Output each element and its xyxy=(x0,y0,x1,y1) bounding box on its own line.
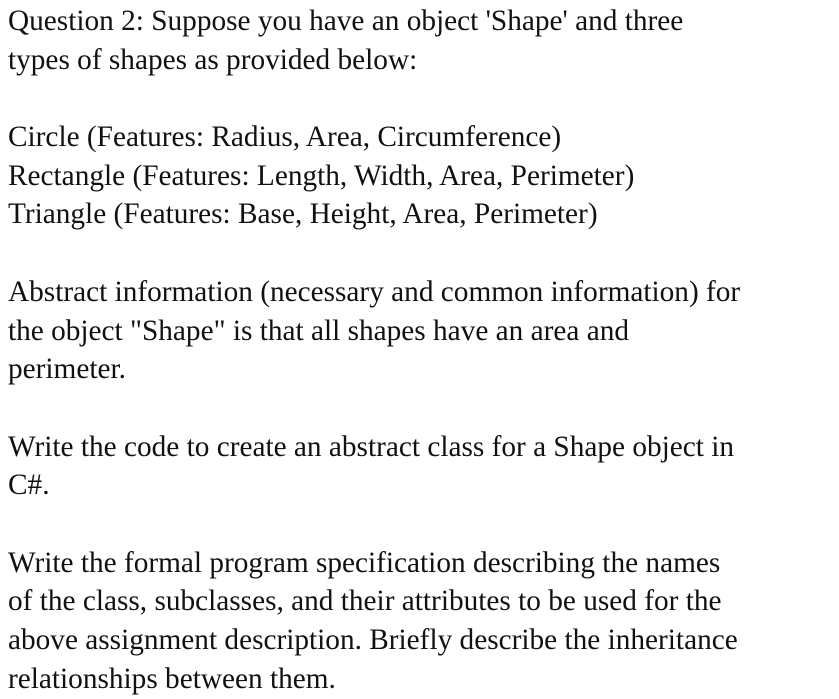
code-task-line-2: C#. xyxy=(8,469,50,502)
paragraph-gap xyxy=(8,234,836,273)
abstract-info-paragraph xyxy=(8,273,836,389)
question-document xyxy=(8,2,836,698)
question-intro xyxy=(8,2,836,79)
abstract-line-3: perimeter. xyxy=(8,353,126,386)
abstract-line-1: Abstract information (necessary and common information) for xyxy=(8,275,741,308)
spec-task-paragraph xyxy=(8,544,836,699)
spec-task-line-2: of the class, subclasses, and their attributes to be used for the xyxy=(8,585,722,618)
shape-triangle: Triangle (Features: Base, Height, Area, Perimeter) xyxy=(8,198,598,231)
code-task-paragraph xyxy=(8,428,836,505)
abstract-line-2: the object "Shape" is that all shapes have an area and xyxy=(8,314,630,347)
shape-circle: Circle (Features: Radius, Area, Circumference) xyxy=(8,121,562,154)
spec-task-line-3: above assignment description. Briefly describe the inheritance xyxy=(8,624,738,656)
spec-task-line-1: Write the formal program specification describing the names xyxy=(8,546,721,579)
paragraph-gap xyxy=(8,389,836,428)
spec-task-line-4: relationships between them. xyxy=(8,662,336,695)
paragraph-gap xyxy=(8,79,836,118)
intro-line-1: Question 2: Suppose you have an object 'Shape' and three xyxy=(8,5,684,37)
shape-list xyxy=(8,118,836,234)
intro-line-2: types of shapes as provided below: xyxy=(8,43,418,76)
paragraph-gap xyxy=(8,505,836,544)
shape-rectangle: Rectangle (Features: Length, Width, Area, Perimeter) xyxy=(8,159,635,192)
code-task-line-1: Write the code to create an abstract class for a Shape object in xyxy=(8,430,735,463)
